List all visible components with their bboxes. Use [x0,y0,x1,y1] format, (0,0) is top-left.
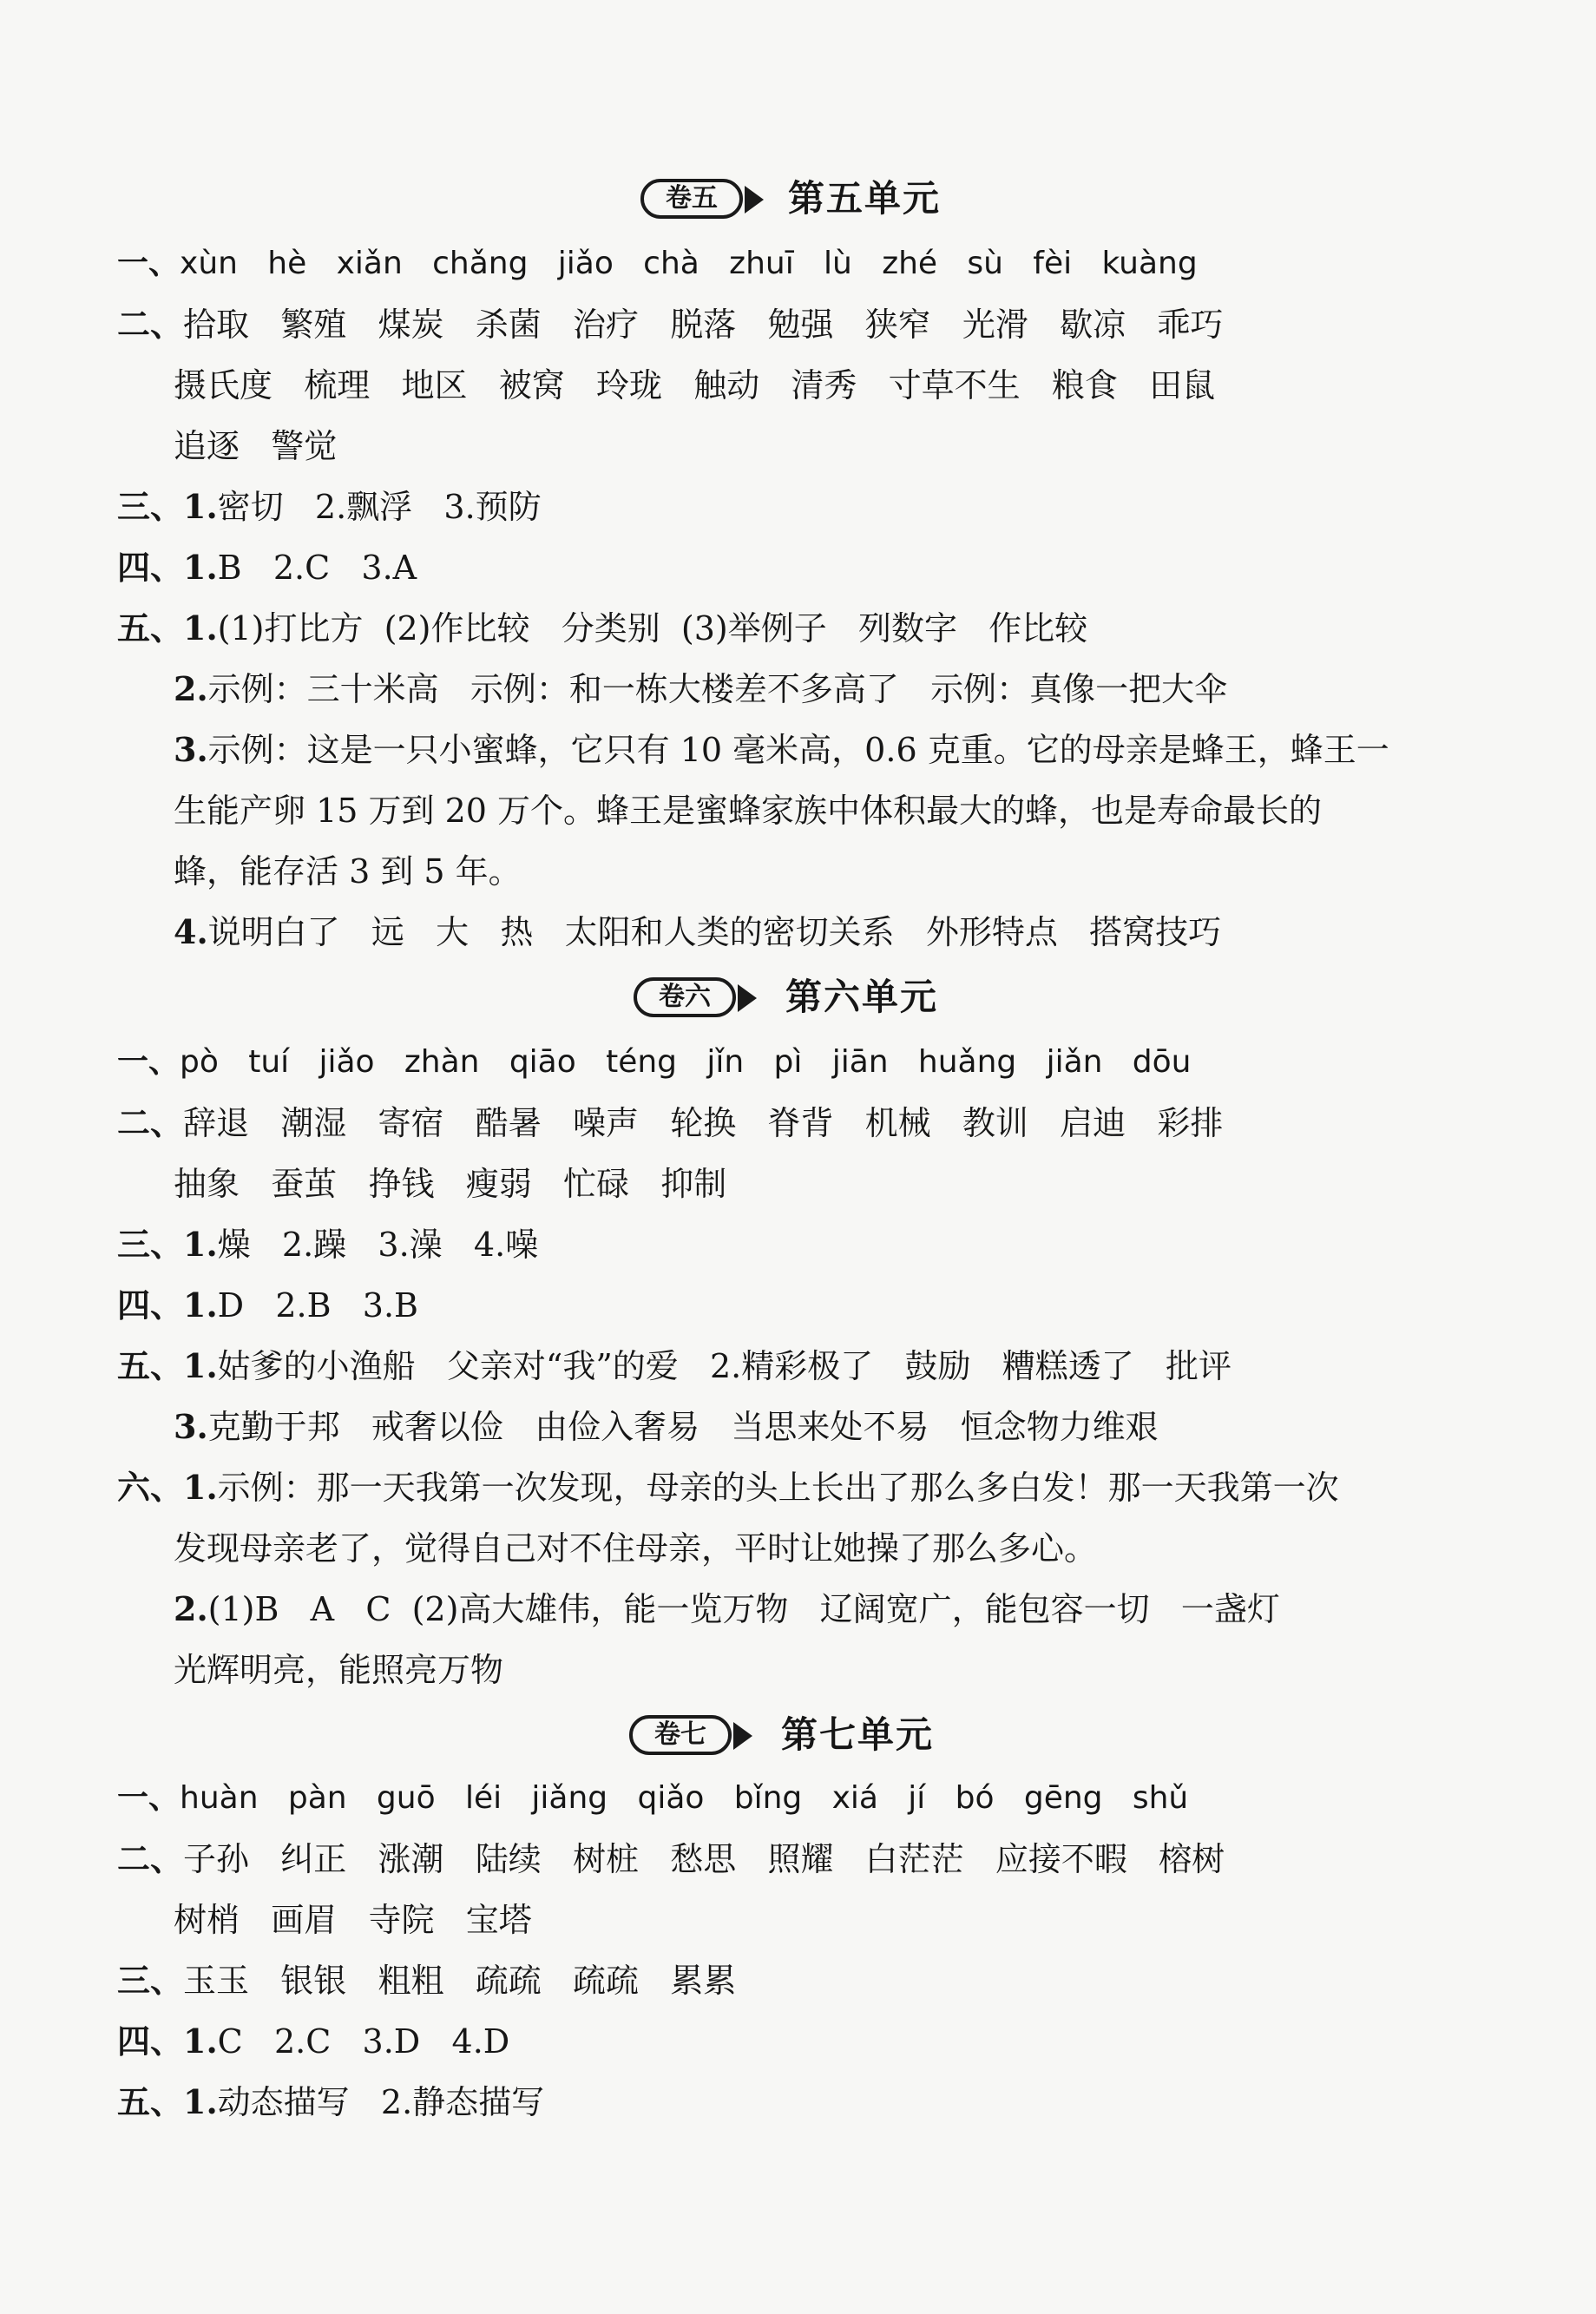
answer-line: 二、辞退 潮湿 寄宿 酷暑 噪声 轮换 脊背 机械 教训 启迪 彩排 [117,1103,1224,1142]
answer-line: 3.克勤于邦 戒奢以俭 由俭入奢易 当思来处不易 恒念物力维艰 [174,1407,1159,1446]
answer-line: 五、1.姑爹的小渔船 父亲对“我”的爱 2.精彩极了 鼓励 糟糕透了 批评 [117,1346,1231,1385]
answer-line: 追逐 警觉 [174,427,338,465]
answer-line: 4.说明白了 远 大 热 太阳和人类的密切关系 外形特点 搭窝技巧 [174,912,1222,951]
arrow-icon [733,1722,752,1750]
answer-line: 一、xùn hè xiǎn chǎng jiǎo chà zhuī lù zhé sù fèi kuàng [117,246,1198,281]
answer-line: 五、1.(1)打比方 (2)作比较 分类别 (3)举例子 列数字 作比较 [117,608,1088,648]
answer-line: 三、玉玉 银银 粗粗 疏疏 疏疏 累累 [117,1961,737,2000]
answer-line: 抽象 蚕茧 挣钱 瘦弱 忙碌 抑制 [174,1165,727,1203]
answer-line: 一、pò tuí jiǎo zhàn qiāo téng jǐn pì jiān huǎng jiǎn dōu [117,1044,1192,1080]
section-heading-7 [0,1708,1596,1769]
arrow-icon [745,186,764,214]
answer-line: 四、1.D 2.B 3.B [117,1285,418,1325]
answer-line: 发现母亲老了，觉得自己对不住母亲，平时让她操了那么多心。 [174,1529,1098,1568]
answer-line: 2.(1)B A C (2)高大雄伟，能一览万物 辽阔宽广，能包容一切 一盏灯 [174,1589,1280,1628]
answer-line: 四、1.C 2.C 3.D 4.D [117,2021,510,2061]
answer-line: 六、1.示例：那一天我第一次发现，母亲的头上长出了那么多白发！那一天我第一次 [117,1468,1339,1507]
answer-line: 3.示例：这是一只小蜜蜂，它只有 10 毫米高，0.6 克重。它的母亲是蜂王，蜂王一 [174,730,1389,769]
unit-title: 第六单元 [785,976,939,1018]
section-badge: 卷六 [634,977,736,1017]
section-heading-5 [0,172,1596,233]
arrow-icon [738,984,757,1012]
answer-line: 摄氏度 梳理 地区 被窝 玲珑 触动 清秀 寸草不生 粮食 田鼠 [174,366,1216,404]
answer-line: 五、1.动态描写 2.静态描写 [117,2082,545,2121]
answer-line: 三、1.燥 2.躁 3.澡 4.噪 [117,1225,539,1264]
answer-line: 蜂，能存活 3 到 5 年。 [174,852,522,891]
unit-title: 第五单元 [788,177,942,220]
section-badge: 卷五 [640,179,743,219]
section-badge: 卷七 [629,1715,732,1755]
section-heading-6 [0,970,1596,1031]
answer-line: 光辉明亮，能照亮万物 [174,1651,504,1689]
answer-line: 三、1.密切 2.飘浮 3.预防 [117,487,542,526]
answer-line: 四、1.B 2.C 3.A [117,548,417,587]
unit-title: 第七单元 [781,1713,935,1756]
answer-line: 二、拾取 繁殖 煤炭 杀菌 治疗 脱落 勉强 狭窄 光滑 歇凉 乖巧 [117,305,1224,344]
answer-line: 一、huàn pàn guō léi jiǎng qiǎo bǐng xiá jí bó gēng shǔ [117,1780,1189,1816]
answer-line: 二、子孙 纠正 涨潮 陆续 树桩 愁思 照耀 白茫茫 应接不暇 榕树 [117,1839,1225,1878]
answer-line: 生能产卵 15 万到 20 万个。蜂王是蜜蜂家族中体积最大的蜂，也是寿命最长的 [174,792,1323,830]
answer-line: 树梢 画眉 寺院 宝塔 [174,1901,532,1939]
answer-line: 2.示例：三十米高 示例：和一栋大楼差不多高了 示例：真像一把大伞 [174,669,1228,708]
